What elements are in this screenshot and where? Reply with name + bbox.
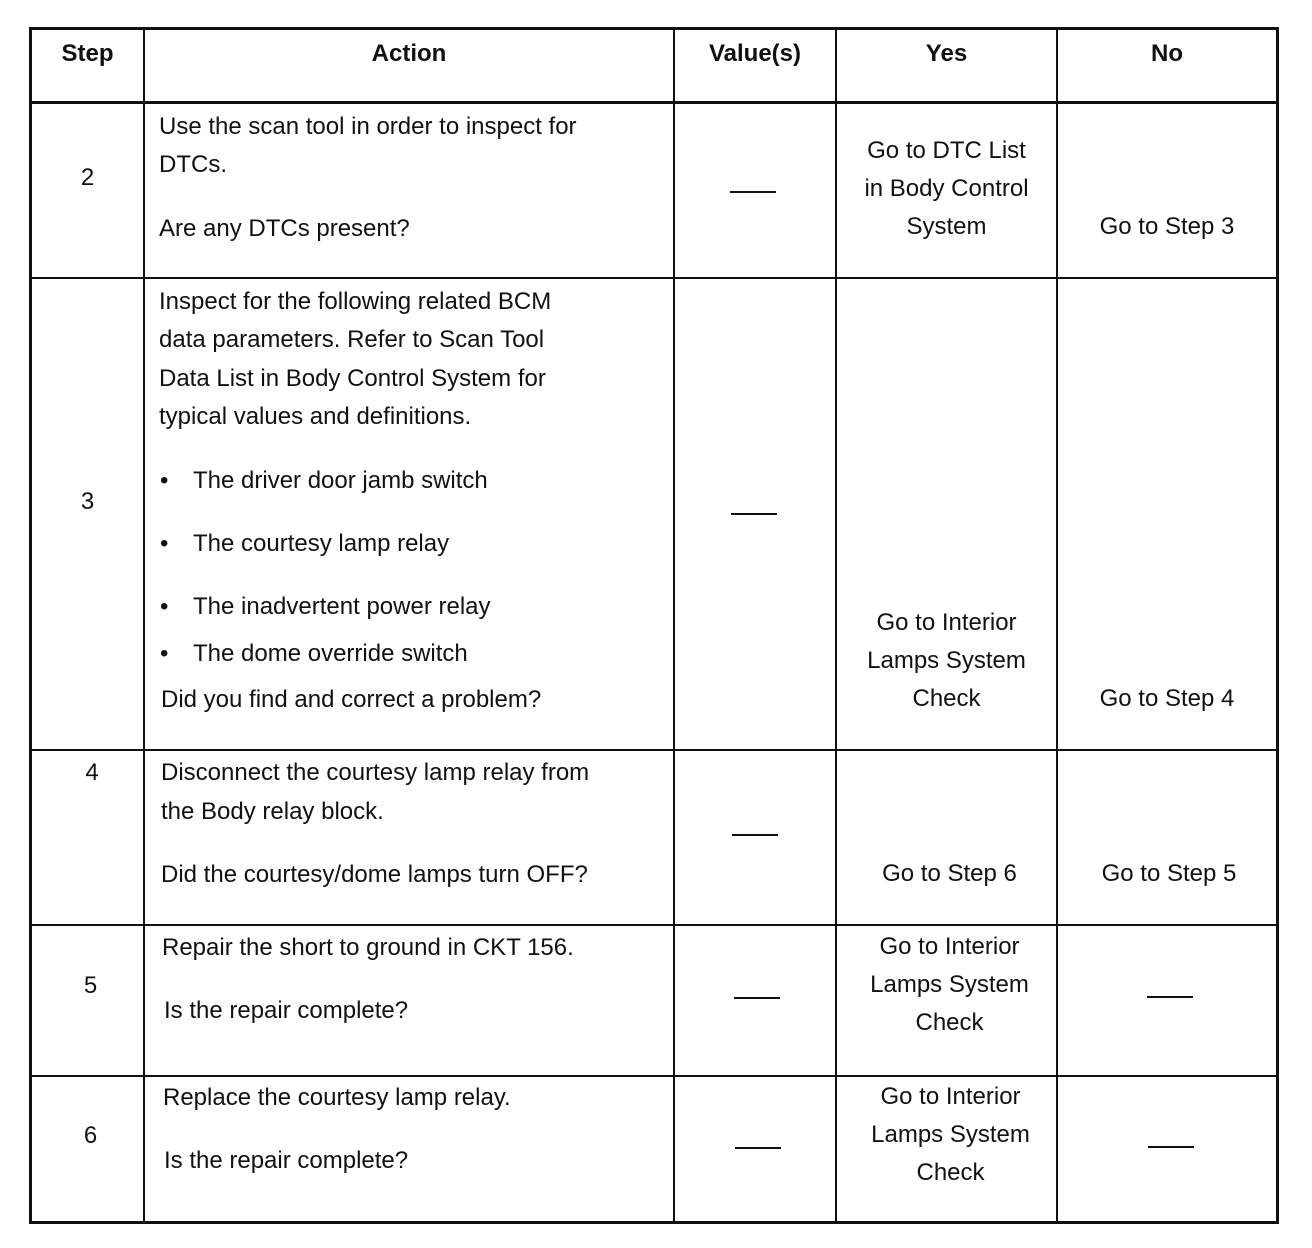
action-question: Is the repair complete? bbox=[164, 997, 409, 1024]
action-text: Repair the short to ground in CKT 156. bbox=[162, 934, 574, 961]
action-text: Use the scan tool in order to inspect for bbox=[159, 113, 577, 140]
step-number: 6 bbox=[83, 1122, 98, 1149]
bullet-item: The driver door jamb switch bbox=[193, 467, 488, 494]
column-divider bbox=[143, 30, 145, 1221]
action-text: the Body relay block. bbox=[161, 798, 384, 825]
no-text: Go to Step 3 bbox=[1099, 213, 1235, 240]
value-dash bbox=[731, 513, 777, 515]
bullet-icon: • bbox=[160, 530, 169, 557]
bullet-item: The inadvertent power relay bbox=[193, 593, 491, 620]
bullet-icon: • bbox=[160, 640, 169, 667]
action-text: Inspect for the following related BCM bbox=[159, 288, 552, 315]
action-question: Is the repair complete? bbox=[164, 1147, 409, 1174]
action-text: data parameters. Refer to Scan Tool bbox=[159, 326, 545, 353]
yes-text: Lamps System bbox=[870, 971, 1029, 998]
row-divider bbox=[32, 277, 1276, 279]
yes-text: Go to Step 6 bbox=[882, 860, 1017, 887]
yes-text: Lamps System bbox=[871, 1121, 1030, 1148]
value-dash bbox=[735, 1147, 781, 1149]
yes-text: Go to Interior bbox=[880, 1083, 1021, 1110]
bullet-icon: • bbox=[160, 467, 169, 494]
no-dash bbox=[1147, 996, 1193, 998]
value-dash bbox=[732, 834, 778, 836]
header-values: Value(s) bbox=[708, 40, 802, 67]
row-divider bbox=[32, 1075, 1276, 1077]
step-number: 5 bbox=[83, 972, 98, 999]
yes-text: Lamps System bbox=[867, 647, 1026, 674]
action-text: Data List in Body Control System for bbox=[159, 365, 546, 392]
header-step: Step bbox=[61, 40, 114, 67]
action-question: Did you find and correct a problem? bbox=[161, 686, 542, 713]
column-divider bbox=[673, 30, 675, 1221]
bullet-item: The dome override switch bbox=[193, 640, 468, 667]
row-divider bbox=[32, 924, 1276, 926]
header-yes: Yes bbox=[925, 40, 968, 67]
yes-text: Go to DTC List bbox=[867, 137, 1026, 164]
bullet-item: The courtesy lamp relay bbox=[193, 530, 450, 557]
yes-text: Check bbox=[915, 1009, 984, 1036]
yes-text: System bbox=[906, 213, 987, 240]
no-text: Go to Step 5 bbox=[1101, 860, 1237, 887]
row-divider bbox=[32, 749, 1276, 751]
yes-text: Go to Interior bbox=[876, 609, 1017, 636]
action-text: Disconnect the courtesy lamp relay from bbox=[161, 759, 590, 786]
diagnostic-table bbox=[29, 27, 1279, 1224]
no-dash bbox=[1148, 1146, 1194, 1148]
value-dash bbox=[730, 191, 776, 193]
action-text: DTCs. bbox=[159, 151, 227, 178]
action-question: Are any DTCs present? bbox=[159, 215, 410, 242]
yes-text: Check bbox=[912, 685, 981, 712]
step-number: 4 bbox=[85, 759, 99, 786]
action-text: Replace the courtesy lamp relay. bbox=[163, 1084, 511, 1111]
header-action: Action bbox=[371, 40, 447, 67]
yes-text: in Body Control bbox=[864, 175, 1029, 202]
header-no: No bbox=[1151, 40, 1183, 67]
value-dash bbox=[734, 997, 780, 999]
header-divider bbox=[32, 101, 1276, 104]
action-text: typical values and definitions. bbox=[159, 403, 472, 430]
step-number: 2 bbox=[80, 164, 95, 191]
action-question: Did the courtesy/dome lamps turn OFF? bbox=[161, 861, 588, 888]
no-text: Go to Step 4 bbox=[1099, 685, 1235, 712]
step-number: 3 bbox=[80, 488, 95, 515]
yes-text: Check bbox=[916, 1159, 985, 1186]
yes-text: Go to Interior bbox=[879, 933, 1020, 960]
bullet-icon: • bbox=[160, 593, 169, 620]
